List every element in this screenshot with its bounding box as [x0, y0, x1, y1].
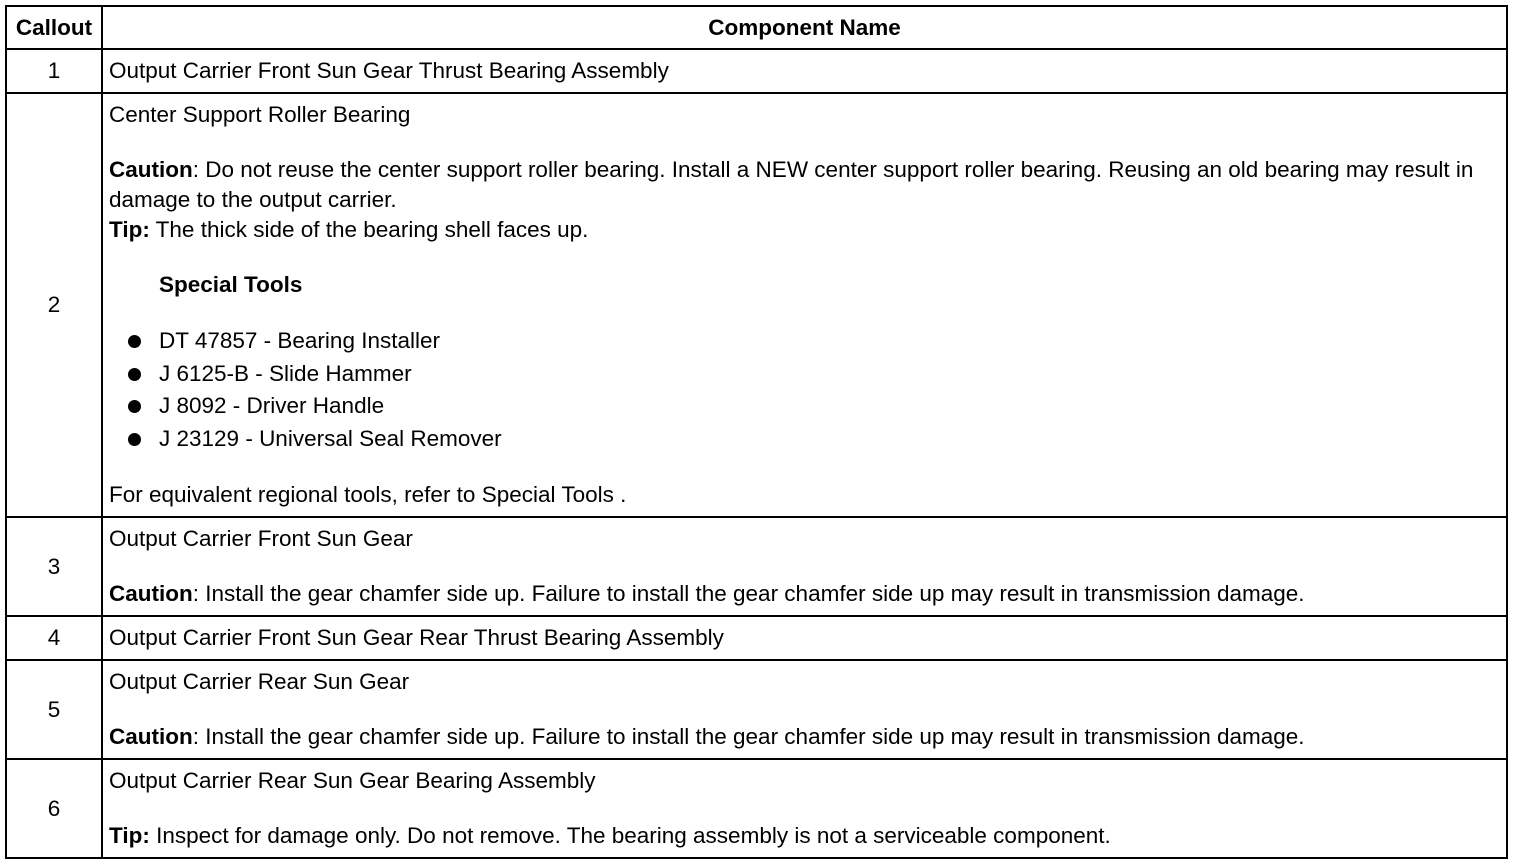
component-title: Output Carrier Rear Sun Gear [109, 669, 410, 694]
component-name [102, 660, 1507, 759]
caution-text: : Install the gear chamfer side up. Failure to install the gear chamfer side up may result in transmission damage. [192, 724, 1305, 749]
bullet-icon [128, 368, 141, 381]
table-row [6, 616, 1507, 660]
caution-text: : Do not reuse the center support roller bearing. Install a NEW center support roller bearing. Reusing an old bearing may result in damage to the output carrier. [109, 157, 1474, 212]
component-name-header: Component Name [102, 6, 1507, 49]
tip-label: Tip: [109, 217, 150, 242]
caution-text: : Install the gear chamfer side up. Failure to install the gear chamfer side up may result in transmission damage. [192, 581, 1305, 606]
table-row [6, 517, 1507, 616]
tool-label: J 6125-B - Slide Hammer [159, 360, 412, 386]
bullet-icon [128, 433, 141, 446]
component-table [5, 5, 1508, 859]
component-title: Output Carrier Rear Sun Gear Bearing Assembly [109, 768, 596, 793]
tip-text: The thick side of the bearing shell faces up. [149, 217, 589, 242]
component-name [102, 49, 1507, 93]
tool-label: J 8092 - Driver Handle [159, 393, 385, 418]
callout-header: Callout [6, 6, 102, 49]
special-tools-heading: Special Tools [159, 272, 303, 297]
caution-label: Caution [109, 724, 193, 749]
table-row [6, 49, 1507, 93]
table-row [6, 93, 1507, 517]
tool-label: J 23129 - Universal Seal Remover [159, 425, 502, 451]
list-item [109, 358, 1500, 391]
tip-text: Inspect for damage only. Do not remove. The bearing assembly is not a serviceable component. [149, 823, 1111, 848]
tip-note [109, 215, 1500, 245]
component-name [102, 93, 1507, 517]
component-title: Center Support Roller Bearing [109, 102, 411, 127]
tip-note [109, 821, 1500, 851]
callout-number: 3 [6, 517, 102, 616]
caution-note [109, 579, 1500, 609]
component-title: Output Carrier Front Sun Gear Thrust Bearing Assembly [109, 58, 669, 83]
list-item [109, 325, 1500, 358]
caution-label: Caution [109, 581, 193, 606]
list-item [109, 390, 1500, 423]
table-row [6, 660, 1507, 759]
component-name [102, 616, 1507, 660]
callout-number: 4 [6, 616, 102, 660]
list-item [109, 423, 1500, 456]
table-row [6, 759, 1507, 858]
bullet-icon [128, 400, 141, 413]
tool-label: DT 47857 - Bearing Installer [159, 328, 440, 353]
component-name [102, 759, 1507, 858]
regional-tools-note: For equivalent regional tools, refer to Special Tools . [109, 482, 627, 507]
caution-note [109, 155, 1500, 215]
caution-label: Caution [109, 157, 193, 182]
callout-number: 2 [6, 93, 102, 517]
tip-label: Tip: [109, 823, 150, 848]
callout-number: 1 [6, 49, 102, 93]
component-name [102, 517, 1507, 616]
callout-number: 5 [6, 660, 102, 759]
component-title: Output Carrier Front Sun Gear Rear Thrust Bearing Assembly [109, 625, 724, 650]
special-tools-list [109, 325, 1500, 455]
bullet-icon [128, 335, 141, 348]
component-title: Output Carrier Front Sun Gear [109, 526, 413, 551]
caution-note [109, 722, 1500, 752]
header-row [6, 6, 1507, 49]
callout-number: 6 [6, 759, 102, 858]
